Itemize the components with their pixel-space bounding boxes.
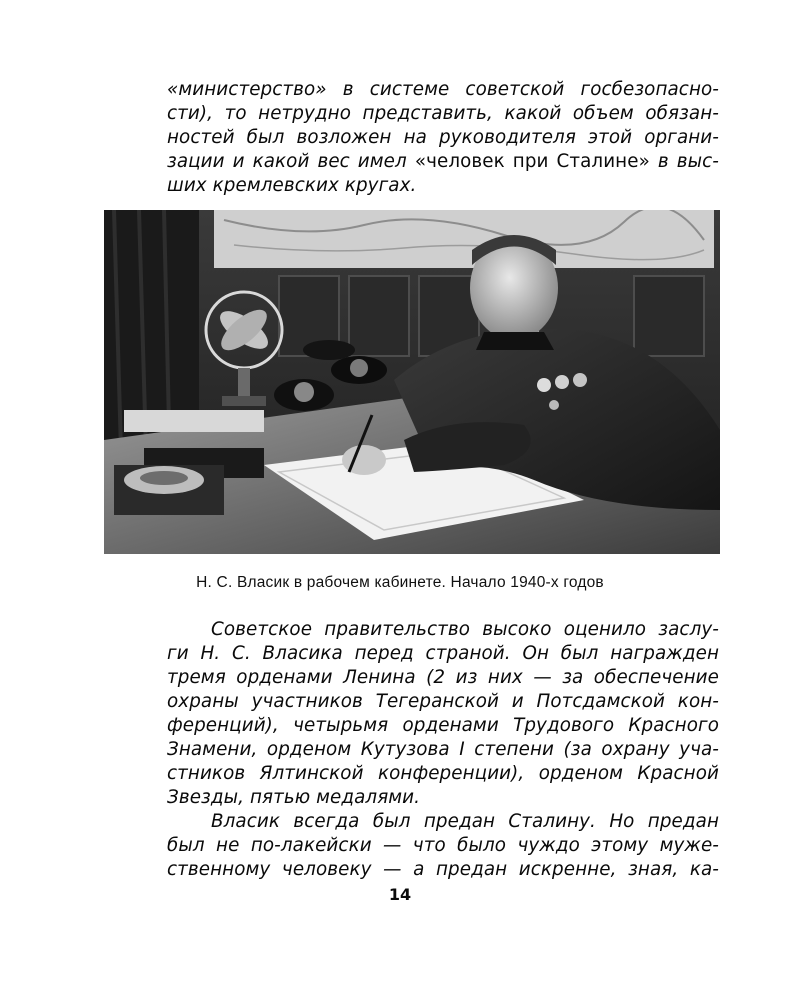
text-line: ственному человеку — а предан искренне, зная, ка- [167,859,719,880]
text-line: ги Н. С. Власика перед страной. Он был награжден [167,643,719,664]
body-text [167,618,719,882]
top-paragraph [167,78,719,198]
text-line: охраны участников Тегеранской и Потсдамской кон- [167,691,719,712]
text-line: тремя орденами Ленина (2 из них — за обеспечение [167,667,719,688]
text-line: Советское правительство высоко оценило заслу- [211,619,719,640]
page-number: 14 [388,885,412,904]
text-line: «министерство» в системе советской госбезопасно- [167,79,719,100]
office-photo-illustration [104,210,720,554]
text-segment: зации и какой вес имел [167,151,415,172]
text-line: ференций), четырьмя орденами Трудового Красного [167,715,719,736]
text-line: ших кремлевских кругах. [167,175,417,196]
text-line: сти), то нетрудно представить, какой объем обязан- [167,103,719,124]
photo-caption: Н. С. Власик в рабочем кабинете. Начало 1940-х годов [196,574,604,591]
text-line: был не по-лакейски — что было чуждо этому муже- [167,835,719,856]
desk-papers [124,410,264,432]
text-segment: в выс- [649,151,719,172]
text-line: Власик всегда был предан Сталину. Но предан [211,811,719,832]
text-line: Знамени, орденом Кутузова I степени (за охрану уча- [167,739,719,760]
inkwell-set [114,465,224,515]
text-line [167,150,719,174]
text-line: ностей был возложен на руководителя этой органи- [167,127,719,148]
quoted-phrase: «человек при Сталине» [414,151,650,172]
text-line: Звезды, пятью медалями. [167,787,421,808]
photograph [104,210,720,554]
text-line: стников Ялтинской конференции), орденом Красной [167,763,719,784]
